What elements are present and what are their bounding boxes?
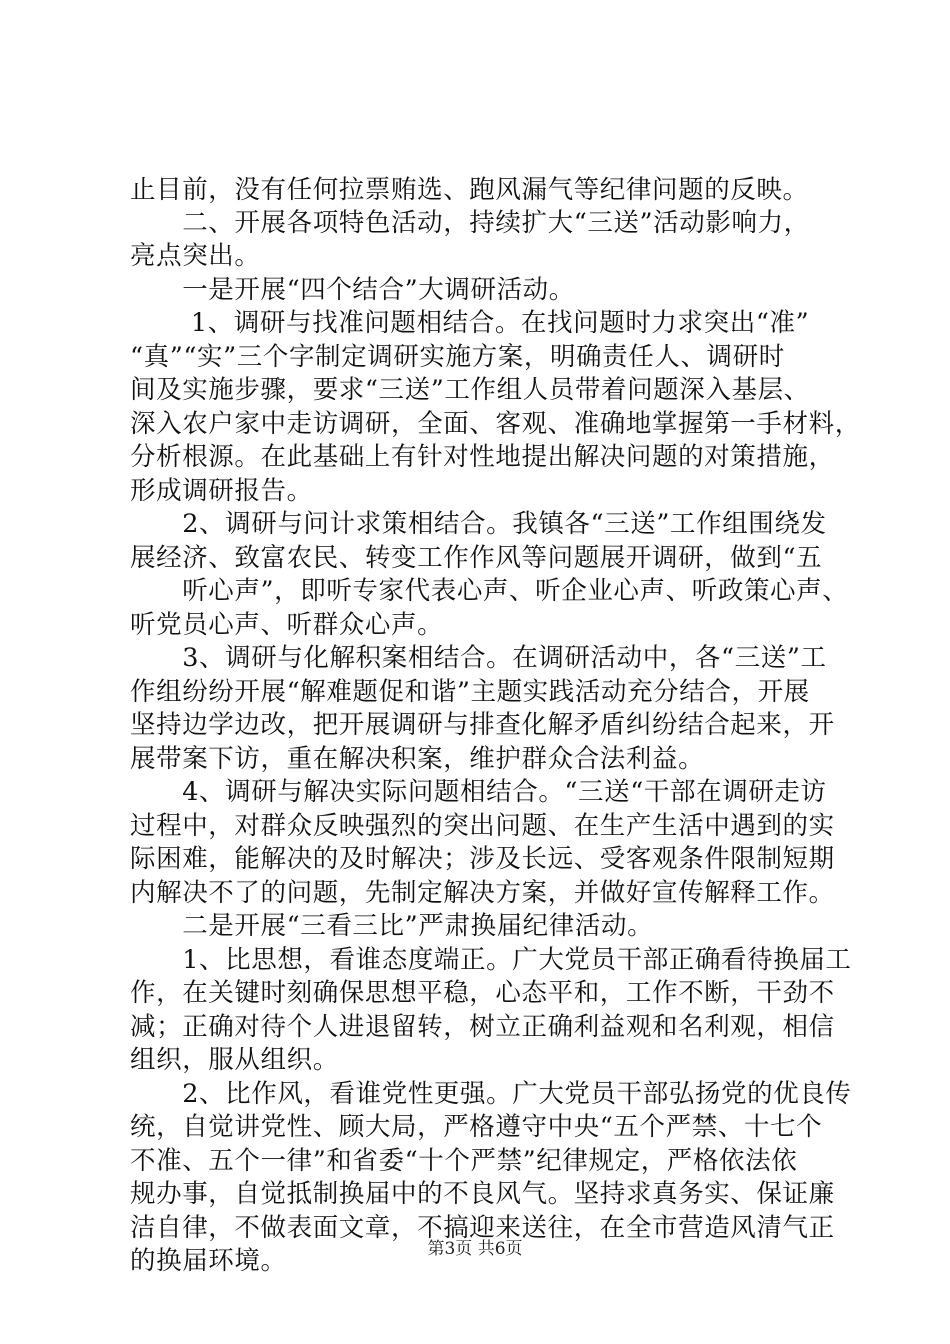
text-line: 规办事，自觉抵制换届中的不良风气。坚持求真务实、保证廉: [130, 1179, 835, 1209]
text-line: 洁自律，不做表面文章，不搞迎来送往，在全市营造风清气正: [130, 1213, 835, 1243]
text-line: 听党员心声、听群众心声。: [130, 610, 444, 640]
text-line: 分析根源。在此基础上有针对性地提出解决问题的对策措施，: [130, 442, 835, 472]
page-number: 第3页 共6页: [427, 1239, 523, 1259]
text-line: 止目前，没有任何拉票贿选、跑风漏气等纪律问题的反映。: [130, 175, 809, 205]
text-line: 二、开展各项特色活动，持续扩大“三送”活动影响力，: [130, 208, 810, 238]
text-line: 际困难，能解决的及时解决；涉及长远、受客观条件限制短期: [130, 844, 835, 874]
text-line: 2、调研与问计求策相结合。我镇各“三送”工作组围绕发: [130, 509, 827, 539]
text-line: “真”“实”三个字制定调研实施方案，明确责任人、调研时: [130, 342, 785, 372]
text-line: 过程中，对群众反映强烈的突出问题、在生产生活中遇到的实: [130, 811, 835, 841]
text-line: 亮点突出。: [130, 241, 261, 271]
text-line: 深入农户家中走访调研，全面、客观、准确地掌握第一手材料，: [130, 409, 861, 439]
text-line: 4、调研与解决实际问题相结合。“三送“干部在调研走访: [130, 777, 827, 807]
text-line: 一是开展“四个结合”大调研活动。: [130, 275, 575, 305]
text-line: 的换届环境。: [130, 1246, 287, 1276]
text-line: 1、调研与找准问题相结合。在找问题时力求突出“准”: [130, 308, 810, 338]
text-line: 听心声”，即听专家代表心声、听企业心声、听政策心声、: [130, 576, 849, 606]
text-line: 形成调研报告。: [130, 476, 313, 506]
text-line: 减；正确对待个人进退留转，树立正确利益观和名利观，相信: [130, 1012, 835, 1042]
text-line: 组织，服从组织。: [130, 1045, 339, 1075]
text-line: 内解决不了的问题，先制定解决方案，并做好宣传解释工作。: [130, 878, 835, 908]
text-line: 3、调研与化解积案相结合。在调研活动中，各“三送”工: [130, 643, 827, 673]
text-line: 作，在关键时刻确保思想平稳，心态平和，工作不断，干劲不: [130, 978, 835, 1008]
text-line: 统，自觉讲党性、顾大局，严格遵守中央“五个严禁、十七个: [130, 1112, 823, 1142]
text-line: 作组纷纷开展“解难题促和谐”主题实践活动充分结合，开展: [130, 677, 810, 707]
text-line: 1、比思想，看谁态度端正。广大党员干部正确看待换届工: [130, 945, 852, 975]
text-line: 2、比作风，看谁党性更强。广大党员干部弘扬党的优良传: [130, 1079, 852, 1109]
text-line: 二是开展“三看三比”严肃换届纪律活动。: [130, 911, 654, 941]
text-line: 间及实施步骤，要求“三送”工作组人员带着问题深入基层、: [130, 375, 810, 405]
text-line: 展带案下访，重在解决积案，维护群众合法利益。: [130, 744, 705, 774]
text-line: 不准、五个一律”和省委“十个严禁”纪律规定，严格依法依: [130, 1146, 798, 1176]
text-line: 坚持边学边改，把开展调研与排查化解矛盾纠纷结合起来，开: [130, 710, 835, 740]
text-line: 展经济、致富农民、转变工作作风等问题展开调研，做到“五: [130, 543, 823, 573]
